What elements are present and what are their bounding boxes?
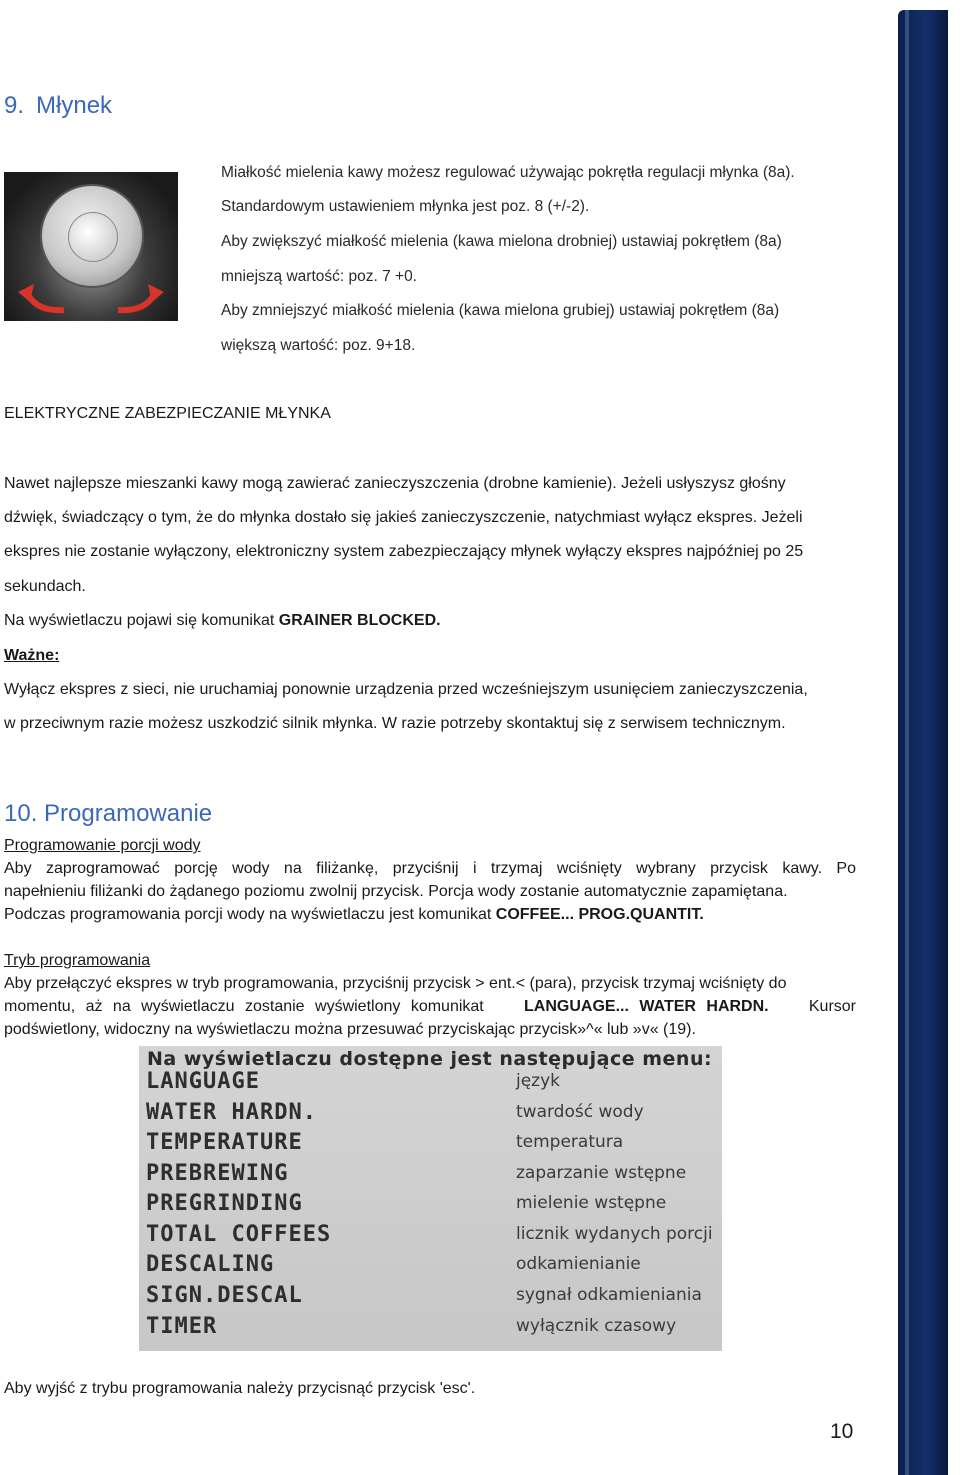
display-message-line [4,612,441,630]
body-line-4: sekundach. [4,578,86,595]
menu-desc-descaling: odkamienianie [516,1254,641,1274]
mode-line-1: Aby przełączyć ekspres w tryb programowania, przyciśnij przycisk > ent.< (para), przycisk trzymaj wciśnięty do [4,975,787,992]
intro-line-6: większą wartość: poz. 9+18. [221,337,416,354]
display-message-prefix: Na wyświetlaczu pojawi się komunikat [4,612,279,629]
portion-line-1: Aby zaprogramować porcję wody na filiżankę, przyciśnij i trzymaj wciśnięty wybrany przycisk kawy. Po [4,860,856,877]
grinder-knob-photo [4,172,178,321]
mode-line-2 [4,998,856,1016]
menu-code-pregrinding: PREGRINDING [146,1191,303,1216]
menu-desc-language: język [516,1071,561,1091]
mode-heading: Tryb programowania [4,952,151,969]
menu-desc-pregrinding: mielenie wstępne [516,1193,667,1213]
intro-line-1: Miałkość mielenia kawy możesz regulować używając pokrętła regulacji młynka (8a). [221,164,795,181]
coffee-prog-message: COFFEE... PROG.QUANTIT. [495,906,704,923]
important-label: Ważne: [4,647,60,664]
rotation-arrows-icon [4,172,178,321]
grinder-protection-heading: ELEKTRYCZNE ZABEZPIECZANIE MŁYNKA [4,405,331,422]
mode-line-2-prefix: momentu, aż na wyświetlaczu zostanie wyświetlony komunikat [4,998,484,1015]
menu-desc-total-coffees: licznik wydanych porcji [516,1224,713,1244]
menu-code-sign-descal: SIGN.DESCAL [146,1283,303,1308]
menu-desc-timer: wyłącznik czasowy [516,1316,677,1336]
menu-code-total-coffees: TOTAL COFFEES [146,1222,332,1247]
menu-code-water-hardness: WATER HARDN. [146,1100,317,1125]
section-9-heading [4,92,112,120]
menu-code-timer: TIMER [146,1314,218,1339]
portion-line-3 [4,906,704,924]
menu-code-temperature: TEMPERATURE [146,1130,303,1155]
language-message: LANGUAGE... WATER HARDN. [524,998,769,1015]
section-9-title: Młynek [36,92,113,119]
intro-line-2: Standardowym ustawieniem młynka jest poz. 8 (+/-2). [221,198,590,215]
portion-heading: Programowanie porcji wody [4,837,201,854]
menu-header: Na wyświetlaczu dostępne jest następujące menu: [147,1048,713,1070]
body-line-3: ekspres nie zostanie wyłączony, elektroniczny system zabezpieczający młynek wyłączy ekspres najpóźniej po 25 [4,543,804,560]
grainer-blocked-message: GRAINER BLOCKED. [278,612,441,629]
side-band-highlight [905,10,909,1475]
menu-desc-sign-descal: sygnał odkamieniania [516,1285,702,1305]
menu-code-descaling: DESCALING [146,1252,275,1277]
portion-line-3-prefix: Podczas programowania porcji wody na wyświetlaczu jest komunikat [4,906,496,923]
body-line-2: dźwięk, świadczący o tym, że do młynka dostało się jakieś zanieczyszczenie, natychmiast wyłącz ekspres. Jeżeli [4,509,803,526]
menu-desc-water-hardness: twardość wody [516,1102,644,1122]
display-menu-panel [139,1046,722,1351]
section-10-number: 10. [4,800,38,827]
section-10-heading [4,800,212,828]
intro-line-3: Aby zwiększyć miałkość mielenia (kawa mielona drobniej) ustawiaj pokrętłem (8a) [221,233,782,250]
important-line-1: Wyłącz ekspres z sieci, nie uruchamiaj ponownie urządzenia przed wcześniejszym usunięciem zanieczyszczenia, [4,681,808,698]
menu-code-language: LANGUAGE [146,1069,260,1094]
intro-line-5: Aby zmniejszyć miałkość mielenia (kawa mielona grubiej) ustawiaj pokrętłem (8a) [221,302,780,319]
mode-line-2-suffix: Kursor [808,998,856,1015]
mode-line-3: podświetlony, widoczny na wyświetlaczu można przesuwać przyciskając przycisk»^« lub »v« (19). [4,1021,696,1038]
section-10-title: Programowanie [44,800,213,827]
page-number: 10 [830,1420,854,1443]
portion-line-2: napełnieniu filiżanki do żądanego poziomu zwolnij przycisk. Porcja wody zostanie automatycznie zapamiętana. [4,883,788,900]
section-9-number: 9. [4,92,25,119]
menu-desc-prebrewing: zaparzanie wstępne [516,1163,687,1183]
menu-code-prebrewing: PREBREWING [146,1161,289,1186]
menu-desc-temperature: temperatura [516,1132,624,1152]
important-line-2: w przeciwnym razie możesz uszkodzić silnik młynka. W razie potrzeby skontaktuj się z serwisem technicznym. [4,715,786,732]
intro-line-4: mniejszą wartość: poz. 7 +0. [221,268,417,285]
body-line-1: Nawet najlepsze mieszanki kawy mogą zawierać zanieczyszczenia (drobne kamienie). Jeżeli usłyszysz głośny [4,475,786,492]
exit-instruction: Aby wyjść z trybu programowania należy przycisnąć przycisk 'esc'. [4,1380,476,1397]
